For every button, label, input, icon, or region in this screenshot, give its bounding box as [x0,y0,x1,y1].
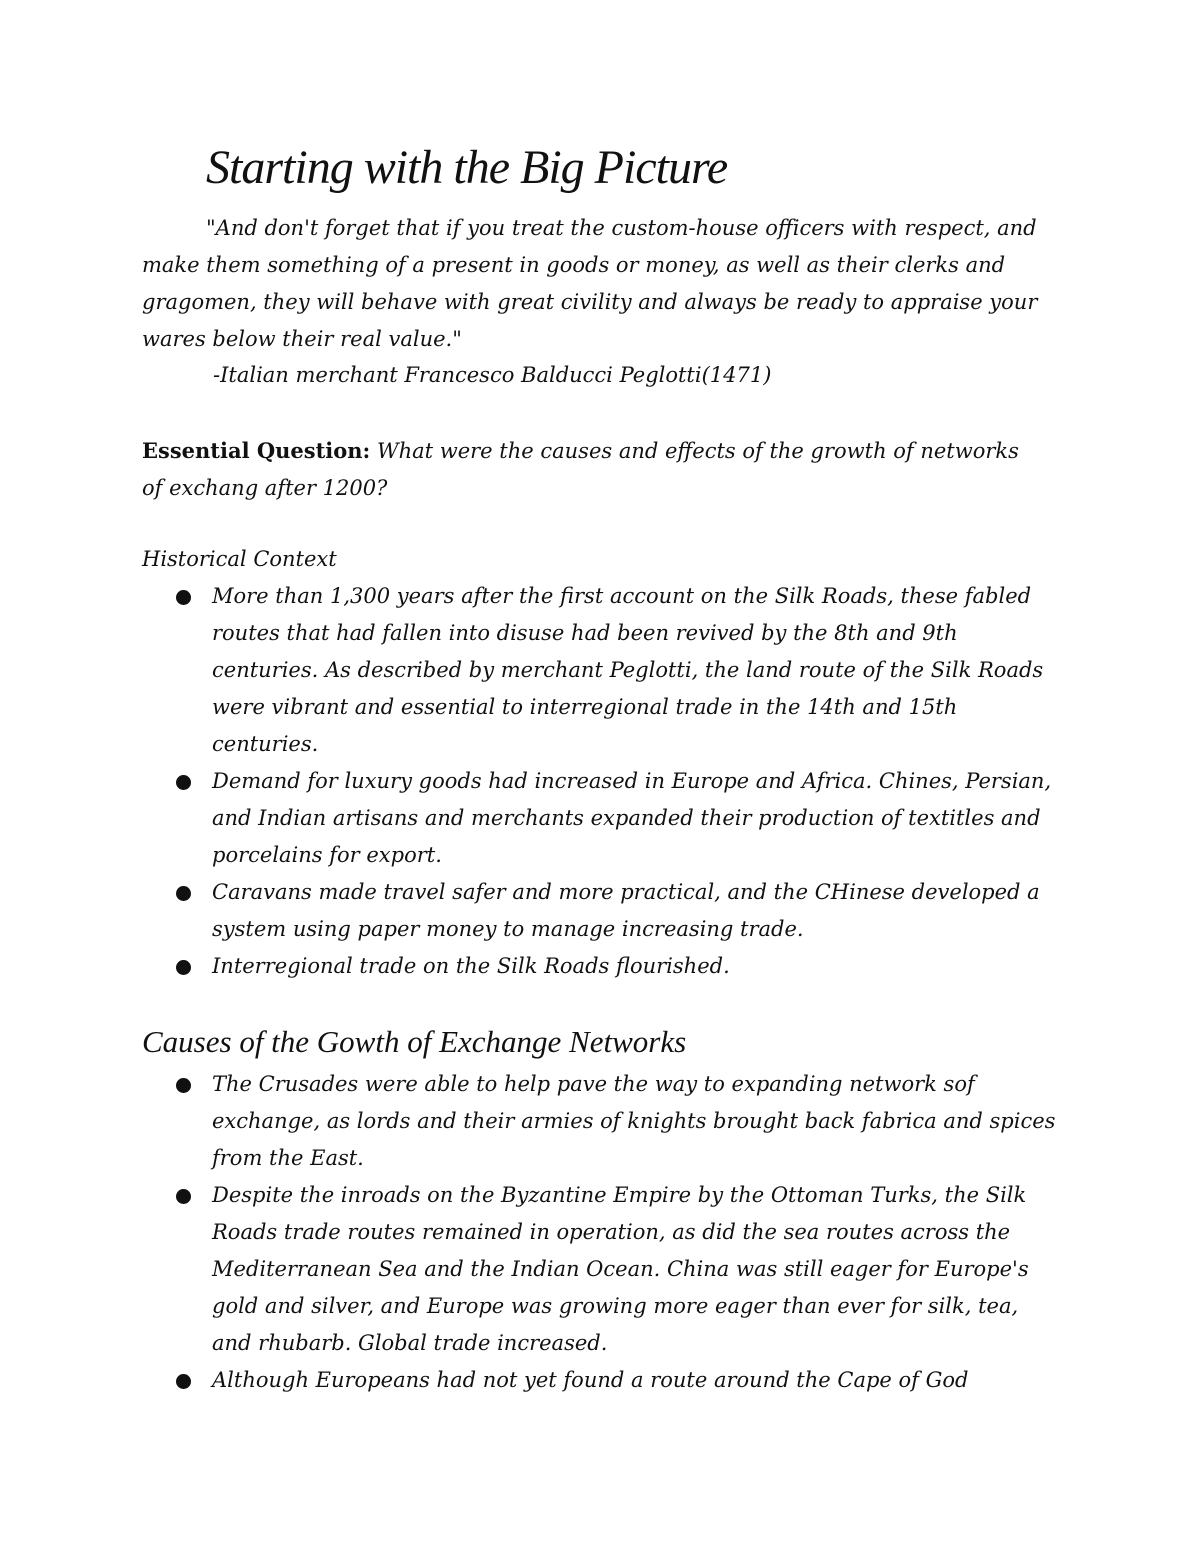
list-item [212,763,1062,874]
list-item [212,1066,1062,1177]
list-item [212,578,1062,763]
list-item [212,1177,1062,1362]
essential-question-label: Essential Question: [142,438,371,463]
opening-quote: "And don't forget that if you treat the custom-house officers with respect, and make them something of a present in goods or money, as well as their clerks and gragomen, they will behave with great civility and always be ready to appraise your wares below their real value." [142,216,1038,351]
list-item-text: Although Europeans had not yet found a route around the Cape of God [212,1368,969,1392]
bullet-icon [176,886,191,901]
list-item-text: Despite the inroads on the Byzantine Empire by the Ottoman Turks, the Silk Roads trade routes remained in operation, as did the sea routes across the Mediterranean Sea and the Indian Ocean. China was still eager for Europe's gold and silver, and Europe was growing more eager than ever for silk, tea, and rhubarb. Global trade increased. [212,1183,1029,1355]
bullet-icon [176,1078,191,1093]
causes-list [0,1066,1200,1399]
historical-context-list [0,578,1200,985]
historical-context-label: Historical Context [142,547,337,571]
list-item [212,1362,1062,1399]
bullet-icon [176,1374,191,1389]
list-item-text: The Crusades were able to help pave the way to expanding network sof exchange, as lords and their armies of knights brought back fabrica and spices from the East. [212,1072,1056,1170]
list-item [212,874,1062,948]
list-item [212,948,1062,985]
list-item-text: Interregional trade on the Silk Roads flourished. [212,954,730,978]
essential-question [142,432,1042,507]
causes-heading: Causes of the Gowth of Exchange Networks [142,1024,687,1059]
bullet-icon [176,775,191,790]
bullet-icon [176,960,191,975]
list-item-text: Caravans made travel safer and more practical, and the CHinese developed a system using paper money to manage increasing trade. [212,880,1040,941]
list-item-text: Demand for luxury goods had increased in Europe and Africa. Chines, Persian, and Indian artisans and merchants expanded their production of textitles and porcelains for export. [212,769,1052,867]
bullet-icon [176,1189,191,1204]
page-title: Starting with the Big Picture [206,141,728,194]
bullet-icon [176,590,191,605]
list-item-text: More than 1,300 years after the first account on the Silk Roads, these fabled routes that had fallen into disuse had been revived by the 8th and 9th centuries. As described by merchant Peglotti, the land route of the Silk Roads were vibrant and essential to interregional trade in the 14th and 15th centuries. [212,584,1044,756]
essential-question-text: What were the causes and effects of the growth of networks of exchang after 1200? [142,439,1019,500]
quote-attribution: -Italian merchant Francesco Balducci Peglotti(1471) [213,363,772,387]
